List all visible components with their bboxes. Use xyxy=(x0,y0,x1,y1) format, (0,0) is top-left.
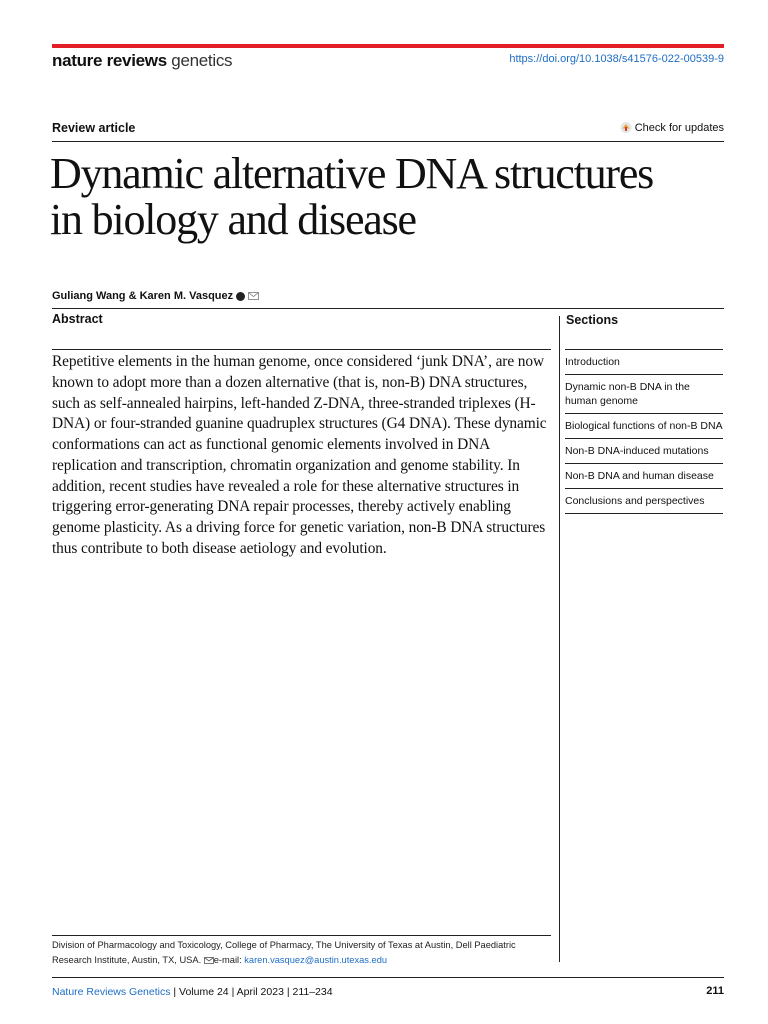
authors-divider xyxy=(52,308,724,309)
journal-name-light: genetics xyxy=(171,51,233,70)
footer-journal-name[interactable]: Nature Reviews Genetics xyxy=(52,986,171,998)
email-icon xyxy=(204,957,214,964)
article-title: Dynamic alternative DNA structures in biology and disease xyxy=(50,149,654,244)
email-label: e-mail: xyxy=(213,955,245,965)
author-names: Guliang Wang & Karen M. Vasquez xyxy=(52,290,234,302)
author-line xyxy=(52,290,259,302)
doi-link[interactable]: https://doi.org/10.1038/s41576-022-00539-9 xyxy=(509,53,724,65)
affiliation-text: Division of Pharmacology and Toxicology, College of Pharmacy, The University of Texas at Austin, Dell Paediatric Research Institute, Austin, TX, USA. xyxy=(52,940,516,965)
sections-list xyxy=(565,349,723,514)
journal-logo[interactable] xyxy=(52,51,232,71)
journal-accent-bar xyxy=(52,44,724,48)
abstract-heading: Abstract xyxy=(52,312,103,326)
column-divider xyxy=(559,316,560,962)
email-icon[interactable] xyxy=(248,292,259,300)
section-link-mutations[interactable]: Non-B DNA-induced mutations xyxy=(565,439,723,464)
check-updates-label: Check for updates xyxy=(634,121,724,134)
footer-divider xyxy=(52,977,724,978)
section-link-conclusions[interactable]: Conclusions and perspectives xyxy=(565,489,723,514)
check-updates-icon xyxy=(620,121,632,134)
section-link-human-disease[interactable]: Non-B DNA and human disease xyxy=(565,464,723,489)
footnote-divider xyxy=(52,935,551,936)
citation-line xyxy=(52,986,333,998)
orcid-icon[interactable] xyxy=(236,292,245,301)
article-type-label: Review article xyxy=(52,121,136,135)
abstract-divider xyxy=(52,349,551,350)
journal-name-bold: nature reviews xyxy=(52,51,167,70)
footer-issue-details: | Volume 24 | April 2023 | 211–234 xyxy=(170,986,333,998)
title-divider xyxy=(52,141,724,142)
section-link-biological-functions[interactable]: Biological functions of non-B DNA xyxy=(565,414,723,439)
page-number: 211 xyxy=(706,985,724,997)
abstract-text: Repetitive elements in the human genome, once considered ‘junk DNA’, are now known to adopt more than a dozen alternative (that is, non-B) DNA structures, such as self-annealed hairpins, left-handed Z-DNA, three-stranded triplexes (H-DNA) or four-stranded guanine quadruplex structures (G4 DNA). These dynamic conformations can act as functional genomic elements involved in DNA replication and transcription, chromatin organization and genome stability. In addition, recent studies have revealed a role for these alternative structures in triggering error-generating DNA repair processes, thereby actively enabling genome plasticity. As a driving force for genetic variation, non-B DNA structures thus contribute to both disease aetiology and evolution. xyxy=(52,353,547,557)
affiliation-footnote xyxy=(52,938,552,968)
section-link-introduction[interactable]: Introduction xyxy=(565,350,723,375)
author-email-link[interactable]: karen.vasquez@austin.utexas.edu xyxy=(244,955,388,965)
section-link-dynamic-non-b-dna[interactable]: Dynamic non-B DNA in the human genome xyxy=(565,375,723,414)
check-for-updates-button[interactable] xyxy=(620,121,724,134)
sections-heading: Sections xyxy=(566,313,619,327)
